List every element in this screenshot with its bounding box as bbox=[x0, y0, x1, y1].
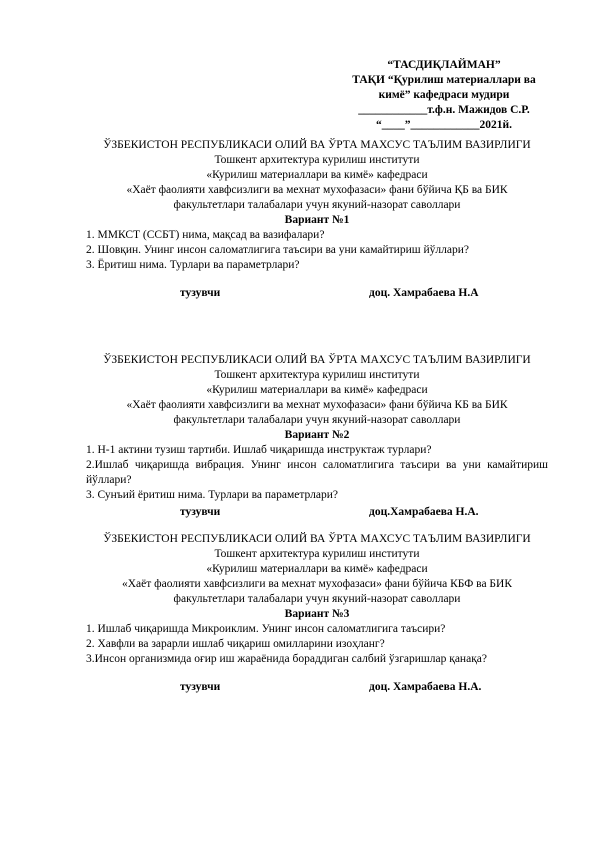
signer-name: доц. Хамрабаева Н.А bbox=[369, 287, 479, 299]
department-name: «Курилиш материаллари ва кимё» кафедраси bbox=[206, 384, 428, 396]
ministry-heading: ЎЗБЕКИСТОН РЕСПУБЛИКАСИ ОЛИЙ ВА ЎРТА МАХСУС ТАЪЛИМ ВАЗИРЛИГИ bbox=[103, 533, 531, 545]
institute-name: Тошкент архитектура курилиш институти bbox=[214, 154, 420, 166]
exam-variant-3 bbox=[86, 532, 548, 695]
subject-line: «Хаёт фаолияти хавфсизлиги ва мехнат мухофазаси» фани бўйича КБФ ва БИК bbox=[121, 578, 512, 590]
variant-label: Вариант №2 bbox=[284, 429, 350, 441]
signer-role: тузувчи bbox=[180, 287, 221, 299]
audience-line: факультетлари талабалари учун якуний-назорат саволлари bbox=[173, 414, 461, 426]
approval-stamp bbox=[338, 58, 550, 133]
audience-line: факультетлари талабалари учун якуний-назорат саволлари bbox=[173, 593, 461, 605]
institute-name: Тошкент архитектура курилиш институти bbox=[214, 369, 420, 381]
signer-name: доц.Хамрабаева Н.А. bbox=[369, 506, 479, 518]
department-name: «Курилиш материаллари ва кимё» кафедраси bbox=[206, 563, 428, 575]
audience-line: факультетлари талабалари учун якуний-назорат саволлари bbox=[173, 199, 461, 211]
question-item: 1. Н-1 актини тузиш тартиби. Ишлаб чиқаришда инструктаж турлари? bbox=[86, 444, 432, 456]
variant-label: Вариант №1 bbox=[284, 214, 350, 226]
variant-label: Вариант №3 bbox=[284, 608, 350, 620]
department-name: «Курилиш материаллари ва кимё» кафедраси bbox=[206, 169, 428, 181]
approval-line: кимё” кафедраси мудири bbox=[378, 89, 510, 101]
exam-variant-1 bbox=[86, 138, 548, 301]
question-item: 3. Сунъий ёритиш нима. Турлари ва параметрлари? bbox=[86, 489, 338, 501]
question-item: 1. ММКСТ (ССБТ) нима, мақсад ва вазифалари? bbox=[86, 229, 325, 241]
question-item: 2. Хавфли ва зарарли ишлаб чиқариш омилларини изоҳланг? bbox=[86, 638, 385, 650]
question-item: 3.Инсон организмида оғир иш жараёнида бораддиган салбий ўзгаришлар қанақа? bbox=[86, 653, 487, 665]
signature-line bbox=[86, 286, 548, 301]
signer-name: доц. Хамрабаева Н.А. bbox=[369, 681, 482, 693]
signer-role: тузувчи bbox=[180, 681, 221, 693]
approval-line: ____________т.ф.н. Мажидов С.Р. bbox=[358, 104, 530, 116]
question-item: 1. Ишлаб чиқаришда Микроиклим. Унинг инсон саломатлигига таъсири? bbox=[86, 623, 446, 635]
exam-variant-2 bbox=[86, 353, 548, 520]
signature-line bbox=[86, 680, 548, 695]
institute-name: Тошкент архитектура курилиш институти bbox=[214, 548, 420, 560]
subject-line: «Хаёт фаолияти хавфсизлиги ва мехнат мухофазаси» фани бўйича ҚБ ва БИК bbox=[126, 184, 508, 196]
question-item: 2. Шовқин. Унинг инсон саломатлигига таъсири ва уни камайтириш йўллари? bbox=[86, 244, 469, 256]
signature-line bbox=[86, 505, 548, 520]
question-item: 2.Ишлаб чиқаришда вибрация. Унинг инсон саломатлигига таъсири ва уни камайтириш йўллари? bbox=[86, 459, 548, 486]
subject-line: «Хаёт фаолияти хавфсизлиги ва мехнат мухофазаси» фани бўйича КБ ва БИК bbox=[126, 399, 508, 411]
signer-role: тузувчи bbox=[180, 506, 221, 518]
approval-date-line: “____”____________2021й. bbox=[375, 119, 512, 131]
ministry-heading: ЎЗБЕКИСТОН РЕСПУБЛИКАСИ ОЛИЙ ВА ЎРТА МАХСУС ТАЪЛИМ ВАЗИРЛИГИ bbox=[103, 354, 531, 366]
approval-line: ТАҚИ “Қурилиш материаллари ва bbox=[352, 74, 536, 86]
approval-title: “ТАСДИҚЛАЙМАН” bbox=[387, 59, 501, 71]
question-item: 3. Ёритиш нима. Турлари ва параметрлари? bbox=[86, 259, 300, 271]
ministry-heading: ЎЗБЕКИСТОН РЕСПУБЛИКАСИ ОЛИЙ ВА ЎРТА МАХСУС ТАЪЛИМ ВАЗИРЛИГИ bbox=[103, 139, 531, 151]
